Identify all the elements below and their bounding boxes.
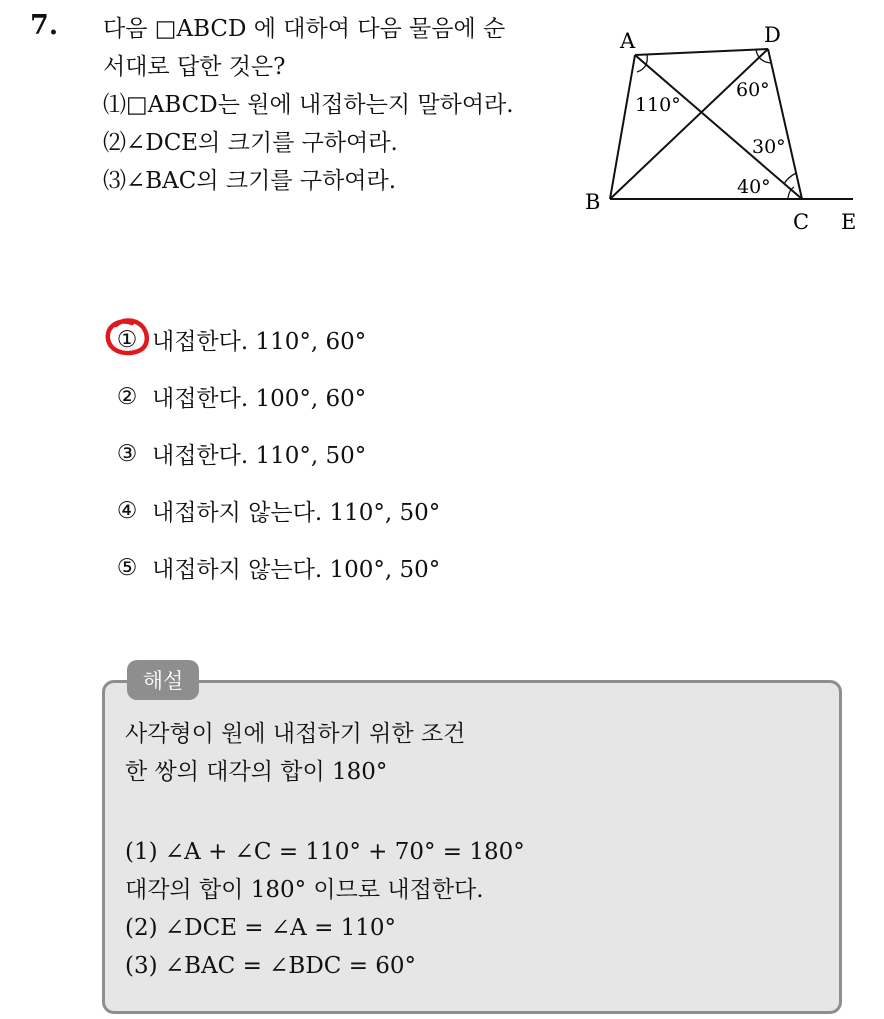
answer-choices: [108, 311, 440, 596]
choice-text: 내접한다. 100°, 60°: [152, 386, 367, 412]
solution-line: (3) ∠BAC = ∠BDC = 60°: [125, 953, 417, 979]
solution-tab-label: 해설: [127, 660, 199, 700]
diagonal-ac: [635, 55, 802, 199]
choice-text: 내접한다. 110°, 50°: [152, 443, 367, 469]
side-ad: [635, 49, 768, 55]
question-line: 서대로 답한 것은?: [103, 54, 286, 80]
angle-arc-c1: [784, 173, 796, 184]
choice-text: 내접하지 않는다. 110°, 50°: [152, 500, 441, 526]
choice-number: ④: [116, 497, 138, 524]
choice-1[interactable]: [108, 311, 440, 368]
question-subitem-2: ⑵∠DCE의 크기를 구하여라.: [103, 130, 398, 156]
choice-4[interactable]: [108, 482, 440, 539]
point-label-d: D: [764, 23, 781, 47]
point-label-c: C: [793, 210, 810, 234]
point-label-a: A: [620, 29, 636, 53]
choice-text: 내접한다. 110°, 60°: [152, 329, 367, 355]
solution-line: (2) ∠DCE = ∠A = 110°: [125, 915, 397, 941]
angle-label-a: 110°: [635, 94, 681, 116]
angle-label-c1: 30°: [752, 136, 786, 158]
solution-line: (1) ∠A + ∠C = 110° + 70° = 180°: [125, 839, 525, 865]
choice-text: 내접하지 않는다. 100°, 50°: [152, 557, 441, 583]
question-text: [103, 10, 573, 200]
choice-number: ②: [116, 383, 138, 410]
angle-label-d: 60°: [736, 79, 770, 101]
choice-number: ③: [116, 440, 138, 467]
choice-3[interactable]: [108, 425, 440, 482]
choice-number: ⑤: [116, 554, 138, 581]
quadrilateral-figure: [575, 18, 875, 238]
choice-5[interactable]: [108, 539, 440, 596]
choice-2[interactable]: [108, 368, 440, 425]
side-ab: [610, 55, 635, 199]
solution-line: 사각형이 원에 내접하기 위한 조건: [125, 721, 466, 747]
solution-line: 한 쌍의 대각의 합이 180°: [125, 759, 388, 785]
solution-line: 대각의 합이 180° 이므로 내접한다.: [125, 877, 484, 903]
question-number: 7.: [30, 10, 59, 41]
solution-spacer: [125, 791, 825, 833]
point-label-e: E: [841, 210, 857, 234]
solution-text: [125, 715, 825, 985]
question-subitem-3: ⑶∠BAC의 크기를 구하여라.: [103, 168, 397, 194]
point-label-b: B: [585, 190, 601, 214]
selected-mark-icon: [102, 315, 152, 359]
side-dc: [768, 49, 802, 199]
angle-label-c2: 40°: [737, 176, 771, 198]
question-line: 다음 □ABCD 에 대하여 다음 물음에 순: [103, 16, 506, 42]
choice-number: ①: [116, 326, 138, 353]
question-subitem-1: ⑴□ABCD는 원에 내접하는지 말하여라.: [103, 92, 514, 118]
